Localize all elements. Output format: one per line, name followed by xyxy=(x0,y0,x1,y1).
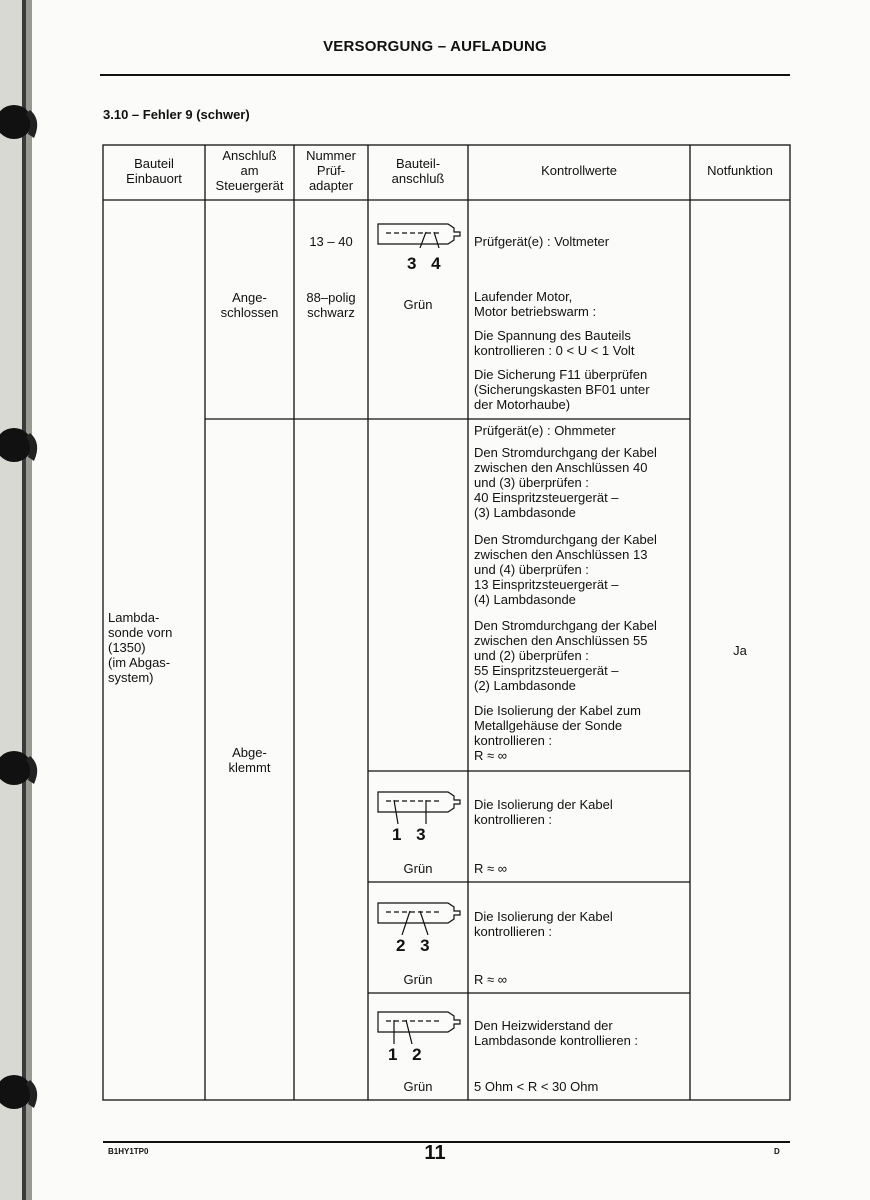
check-fuse: Die Sicherung F11 überprüfen (Sicherungskasten BF01 unter der Motorhaube) xyxy=(474,367,650,412)
check-value: R ≈ ∞ xyxy=(474,861,508,876)
check-voltage: Die Spannung des Bauteils kontrollieren : 0 < U < 1 Volt xyxy=(474,328,635,358)
connector-pin-numbers: 1 2 xyxy=(388,1045,427,1064)
footer-language: D xyxy=(774,1147,780,1156)
section-title: 3.10 – Fehler 9 (schwer) xyxy=(103,107,250,122)
connection-state-disconnected: Abge- klemmt xyxy=(228,745,271,775)
check-instrument-ohmmeter: Prüfgerät(e) : Ohmmeter xyxy=(474,423,616,438)
header-kontrollwerte: Kontrollwerte xyxy=(541,163,617,178)
adapter-type: 88–polig schwarz xyxy=(306,290,356,320)
header-nummer: Nummer Prüf- adapter xyxy=(306,148,356,193)
connector-pin-numbers: 1 3 xyxy=(392,825,431,844)
check-engine-state: Laufender Motor, Motor betriebswarm : xyxy=(474,289,597,319)
check-insulation-2-3: Die Isolierung der Kabel kontrollieren : xyxy=(474,909,613,939)
connection-state-connected: Ange- schlossen xyxy=(220,290,279,320)
check-heater-resistance: Den Heizwiderstand der Lambdasonde kontrollieren : xyxy=(474,1018,639,1048)
connector-pin-numbers: 2 3 xyxy=(396,936,435,955)
check-insulation-housing: Die Isolierung der Kabel zum Metallgehäuse der Sonde kontrollieren : R ≈ ∞ xyxy=(474,703,641,763)
connector-icon xyxy=(376,788,466,824)
connector-icon xyxy=(376,1008,466,1044)
check-insulation-1-3: Die Isolierung der Kabel kontrollieren : xyxy=(474,797,613,827)
connector-color: Grün xyxy=(403,972,433,987)
connector-color: Grün xyxy=(403,1079,433,1094)
check-instrument-voltmeter: Prüfgerät(e) : Voltmeter xyxy=(474,234,610,249)
check-continuity-40-3: Den Stromdurchgang der Kabel zwischen den Anschlüssen 40 und (3) überprüfen : 40 Einspritzsteuergerät – (3) Lambdasonde xyxy=(474,445,657,520)
header-anschluss: Anschluß am Steuergerät xyxy=(215,148,284,193)
emergency-function: Ja xyxy=(733,643,747,658)
component-name: Lambda- sonde vorn (1350) (im Abgas- system) xyxy=(108,610,173,685)
connector-color: Grün xyxy=(403,297,433,312)
connector-icon xyxy=(376,218,466,248)
check-value: 5 Ohm < R < 30 Ohm xyxy=(474,1079,599,1094)
adapter-pins: 13 – 40 xyxy=(309,234,353,249)
page-title: VERSORGUNG – AUFLADUNG xyxy=(323,38,547,55)
check-continuity-55-2: Den Stromdurchgang der Kabel zwischen den Anschlüssen 55 und (2) überprüfen : 55 Einspritzsteuergerät – (2) Lambdasonde xyxy=(474,618,657,693)
footer-code: B1HY1TP0 xyxy=(108,1147,149,1156)
header-notfunktion: Notfunktion xyxy=(707,163,773,178)
check-value: R ≈ ∞ xyxy=(474,972,508,987)
header-bauteilanschluss: Bauteil- anschluß xyxy=(391,156,445,186)
connector-icon xyxy=(376,899,466,935)
connector-color: Grün xyxy=(403,861,433,876)
page-number: 11 xyxy=(424,1142,446,1164)
check-continuity-13-4: Den Stromdurchgang der Kabel zwischen den Anschlüssen 13 und (4) überprüfen : 13 Einspritzsteuergerät – (4) Lambdasonde xyxy=(474,532,657,607)
connector-pin-numbers: 3 4 xyxy=(407,254,446,273)
header-bauteil: Bauteil Einbauort xyxy=(126,156,182,186)
